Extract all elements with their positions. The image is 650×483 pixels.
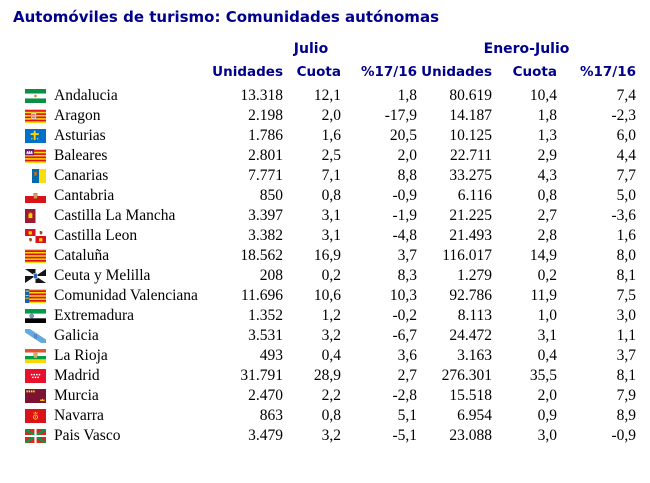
value-cell: 8,1	[616, 367, 636, 384]
value-cell: 1,1	[616, 327, 636, 344]
column-header-cuota-julio: Cuota	[296, 64, 341, 80]
flag-valenciana-icon	[25, 289, 46, 303]
region-cell	[20, 386, 205, 406]
spacer-cell	[20, 64, 205, 86]
value-cell: 10,3	[389, 287, 417, 304]
value-cell: 18.562	[240, 247, 283, 264]
value-cell: -1,9	[392, 207, 417, 224]
value-cell: 2,0	[321, 107, 341, 124]
column-header-pct-enero-julio: %17/16	[579, 64, 636, 80]
flag-madrid-icon	[25, 369, 46, 383]
region-cell	[20, 206, 205, 226]
value-cell: 3,0	[537, 427, 557, 444]
value-cell: 80.619	[449, 87, 492, 104]
value-cell: -0,9	[392, 187, 417, 204]
table-row	[20, 326, 636, 346]
value-cell: 3.531	[248, 327, 283, 344]
value-cell: 92.786	[449, 287, 492, 304]
value-cell: 3.479	[248, 427, 283, 444]
region-name: Castilla La Mancha	[54, 207, 176, 224]
value-cell: 3,7	[397, 247, 417, 264]
value-cell: -0,2	[392, 307, 417, 324]
value-cell: 28,9	[313, 367, 341, 384]
value-cell: 1.352	[248, 307, 283, 324]
table-row	[20, 126, 636, 146]
column-header-pct-julio: %17/16	[360, 64, 417, 80]
table-row	[20, 206, 636, 226]
value-cell: 31.791	[240, 367, 283, 384]
value-cell: 2,0	[537, 387, 557, 404]
flag-castillaleon-icon	[25, 229, 46, 243]
value-cell: 10,6	[313, 287, 341, 304]
value-cell: 4,3	[537, 167, 557, 184]
table-row	[20, 226, 636, 246]
value-cell: 3,6	[397, 347, 417, 364]
value-cell: 0,8	[537, 187, 557, 204]
value-cell: 11.696	[240, 287, 283, 304]
region-name: Madrid	[54, 367, 100, 384]
table-body	[20, 86, 636, 446]
column-header-cuota-enero-julio: Cuota	[512, 64, 557, 80]
region-cell	[20, 186, 205, 206]
value-cell: 7,5	[616, 287, 636, 304]
value-cell: 2.801	[248, 147, 283, 164]
value-cell: 1.786	[248, 127, 283, 144]
group-header-julio: Julio	[293, 41, 329, 57]
region-cell	[20, 426, 205, 446]
flag-baleares-icon	[25, 149, 46, 163]
value-cell: 0,8	[321, 407, 341, 424]
flag-cantabria-icon	[25, 189, 46, 203]
value-cell: 2.198	[248, 107, 283, 124]
value-cell: 7.771	[248, 167, 283, 184]
region-cell	[20, 166, 205, 186]
column-header-unidades-enero-julio: Unidades	[421, 64, 492, 80]
table-row	[20, 426, 636, 446]
flag-asturias-icon	[25, 129, 46, 143]
flag-extremadura-icon	[25, 309, 46, 323]
value-cell: 15.518	[449, 387, 492, 404]
value-cell: 7,1	[321, 167, 341, 184]
value-cell: -2,8	[392, 387, 417, 404]
value-cell: -2,3	[611, 107, 636, 124]
value-cell: 3.397	[248, 207, 283, 224]
value-cell: 3.382	[248, 227, 283, 244]
value-cell: 21.493	[449, 227, 492, 244]
region-name: Pais Vasco	[54, 427, 121, 444]
value-cell: 3,2	[321, 427, 341, 444]
region-name: Cantabria	[54, 187, 115, 204]
region-cell	[20, 406, 205, 426]
region-cell	[20, 246, 205, 266]
value-cell: 2,2	[321, 387, 341, 404]
value-cell: 22.711	[449, 147, 492, 164]
value-cell: 5,1	[397, 407, 417, 424]
region-name: Navarra	[54, 407, 104, 424]
value-cell: 8,8	[397, 167, 417, 184]
value-cell: 7,7	[616, 167, 636, 184]
value-cell: 33.275	[449, 167, 492, 184]
value-cell: 1,3	[537, 127, 557, 144]
value-cell: 24.472	[449, 327, 492, 344]
flag-larioja-icon	[25, 349, 46, 363]
value-cell: 1,6	[616, 227, 636, 244]
table-row	[20, 166, 636, 186]
value-cell: 8,9	[616, 407, 636, 424]
value-cell: 1,8	[537, 107, 557, 124]
region-cell	[20, 326, 205, 346]
value-cell: 3.163	[457, 347, 492, 364]
flag-paisvasco-icon	[25, 429, 46, 443]
value-cell: 10.125	[449, 127, 492, 144]
value-cell: 6,0	[616, 127, 636, 144]
region-name: Extremadura	[54, 307, 135, 324]
value-cell: -17,9	[384, 107, 417, 124]
value-cell: 1.279	[457, 267, 492, 284]
value-cell: 10,4	[529, 87, 557, 104]
registrations-table	[20, 41, 636, 446]
table-row	[20, 106, 636, 126]
region-cell	[20, 146, 205, 166]
region-name: Baleares	[54, 147, 108, 164]
value-cell: 7,9	[616, 387, 636, 404]
table-row	[20, 306, 636, 326]
value-cell: 3,1	[537, 327, 557, 344]
region-cell	[20, 126, 205, 146]
region-name: La Rioja	[54, 347, 108, 364]
table-row	[20, 386, 636, 406]
table-header	[20, 41, 636, 86]
region-cell	[20, 106, 205, 126]
value-cell: 3,2	[321, 327, 341, 344]
value-cell: 1,6	[321, 127, 341, 144]
flag-andalucia-icon	[25, 89, 46, 103]
flag-castillalamancha-icon	[25, 209, 46, 223]
value-cell: 21.225	[449, 207, 492, 224]
spacer-cell	[20, 41, 205, 64]
value-cell: 3,1	[321, 207, 341, 224]
value-cell: 0,4	[321, 347, 341, 364]
value-cell: 20,5	[389, 127, 417, 144]
group-header-row	[20, 41, 636, 64]
value-cell: 2,8	[537, 227, 557, 244]
value-cell: 35,5	[529, 367, 557, 384]
value-cell: 1,8	[397, 87, 417, 104]
table-row	[20, 346, 636, 366]
value-cell: 116.017	[442, 247, 492, 264]
value-cell: 23.088	[449, 427, 492, 444]
value-cell: 8,3	[397, 267, 417, 284]
column-header-row	[20, 64, 636, 86]
value-cell: 2,0	[397, 147, 417, 164]
region-name: Canarias	[54, 167, 109, 184]
value-cell: 0,2	[321, 267, 341, 284]
value-cell: 8,0	[616, 247, 636, 264]
region-cell	[20, 366, 205, 386]
value-cell: -5,1	[392, 427, 417, 444]
value-cell: 13.318	[240, 87, 283, 104]
region-cell	[20, 266, 205, 286]
region-name: Galicia	[54, 327, 99, 344]
value-cell: 0,2	[537, 267, 557, 284]
region-name: Aragon	[54, 107, 101, 124]
value-cell: 6.116	[457, 187, 492, 204]
value-cell: 2,7	[397, 367, 417, 384]
flag-cataluna-icon	[25, 249, 46, 263]
table-row	[20, 186, 636, 206]
table-row	[20, 266, 636, 286]
region-name: Cataluña	[54, 247, 110, 264]
value-cell: -6,7	[392, 327, 417, 344]
value-cell: 2,5	[321, 147, 341, 164]
value-cell: 863	[259, 407, 283, 424]
value-cell: 14,9	[529, 247, 557, 264]
table-row	[20, 86, 636, 106]
value-cell: -4,8	[392, 227, 417, 244]
flag-aragon-icon	[25, 109, 46, 123]
value-cell: 11,9	[530, 287, 557, 304]
table-row	[20, 286, 636, 306]
region-cell	[20, 226, 205, 246]
group-header-enero-julio: Enero-Julio	[483, 41, 570, 57]
flag-galicia-icon	[25, 329, 46, 343]
region-cell	[20, 306, 205, 326]
table-row	[20, 406, 636, 426]
value-cell: 3,7	[616, 347, 636, 364]
value-cell: -0,9	[611, 427, 636, 444]
value-cell: 493	[259, 347, 283, 364]
region-cell	[20, 286, 205, 306]
value-cell: 0,4	[537, 347, 557, 364]
region-name: Asturias	[54, 127, 106, 144]
value-cell: 8,1	[616, 267, 636, 284]
region-name: Andalucia	[54, 87, 118, 104]
value-cell: 1,2	[321, 307, 341, 324]
value-cell: 2,9	[537, 147, 557, 164]
region-name: Ceuta y Melilla	[54, 267, 151, 284]
value-cell: 208	[259, 267, 283, 284]
value-cell: -3,6	[611, 207, 636, 224]
region-name: Comunidad Valenciana	[54, 287, 198, 304]
value-cell: 276.301	[441, 367, 492, 384]
flag-navarra-icon	[25, 409, 46, 423]
table-row	[20, 146, 636, 166]
value-cell: 7,4	[616, 87, 636, 104]
value-cell: 2,7	[537, 207, 557, 224]
value-cell: 14.187	[449, 107, 492, 124]
column-header-unidades-julio: Unidades	[212, 64, 283, 80]
page-title: Automóviles de turismo: Comunidades autónomas	[13, 8, 439, 26]
region-name: Murcia	[54, 387, 99, 404]
value-cell: 3,1	[321, 227, 341, 244]
value-cell: 2.470	[248, 387, 283, 404]
flag-murcia-icon	[25, 389, 46, 403]
value-cell: 12,1	[313, 87, 341, 104]
table-row	[20, 246, 636, 266]
value-cell: 5,0	[616, 187, 636, 204]
value-cell: 6.954	[457, 407, 492, 424]
value-cell: 8.113	[457, 307, 492, 324]
flag-ceutamelilla-icon	[25, 269, 46, 283]
region-cell	[20, 86, 205, 106]
region-cell	[20, 346, 205, 366]
table-row	[20, 366, 636, 386]
value-cell: 0,8	[321, 187, 341, 204]
value-cell: 850	[259, 187, 283, 204]
value-cell: 1,0	[537, 307, 557, 324]
flag-canarias-icon	[25, 169, 46, 183]
value-cell: 3,0	[616, 307, 636, 324]
value-cell: 0,9	[537, 407, 557, 424]
value-cell: 16,9	[313, 247, 341, 264]
value-cell: 4,4	[616, 147, 636, 164]
region-name: Castilla Leon	[54, 227, 138, 244]
